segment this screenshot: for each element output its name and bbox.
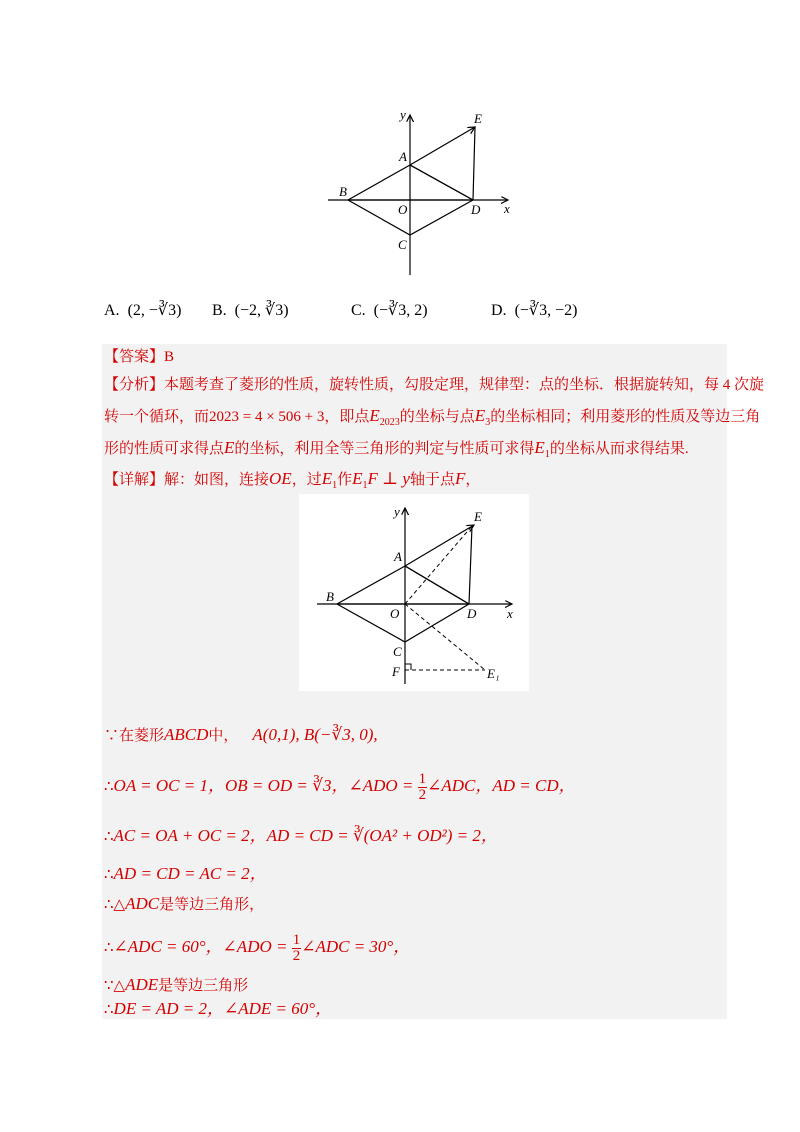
label-a-2: A (394, 549, 402, 564)
label-e-2: E (474, 509, 482, 524)
answer-value: B (164, 349, 175, 365)
analysis-tag: 【分析】 (104, 377, 165, 393)
segment-de (473, 127, 475, 200)
step-1: ∵在菱形ABCD中， A(0,1), B(−∛3, 0), (104, 725, 378, 744)
answer-tag: 【答案】 (104, 349, 165, 365)
detail-line: 【详解】解：如图，连接OE，过$E_1$作$E_1F$ ⊥ y轴于点F， (104, 469, 481, 491)
label-e1: E₁ (487, 666, 500, 681)
label-f: F (392, 664, 400, 679)
choice-c[interactable]: C. (−∛3, 2) (351, 302, 428, 319)
answer-line (104, 347, 174, 367)
analysis-line-1: 【分析】本题考查了菱形的性质，旋转性质，勾股定理，规律型：点的坐标．根据旋转知，每 4 次旋 (104, 377, 765, 393)
step-6: ∴∠ADC = 60°，∠ADO = $\frac{1}{2}$ ∠ADC = 30°， (104, 932, 411, 964)
analysis-line-3: 形的性质可求得点E的坐标，利用全等三角形的判定与性质可求得$E_1$的坐标从而求得结果. (104, 438, 689, 460)
figure-construction (299, 494, 529, 691)
label-d-2: D (467, 606, 477, 621)
step-3: ∴AC = OA + OC = 2，AD = CD = ∛(OA² + OD²) = 2， (104, 826, 498, 845)
label-x: x (504, 201, 510, 216)
label-o: O (398, 202, 408, 217)
label-x-2: x (507, 606, 513, 621)
segment-oe-dashed (405, 526, 472, 604)
segment-ae-2 (405, 525, 474, 566)
analysis-line-2: 转一个循环，而2023 = 4 × 506 + 3，即点$E_{2023}$的坐标与点$E_3$的坐标相同；利用菱形的性质及等边三角 (104, 406, 761, 428)
label-b: B (339, 184, 347, 199)
step-2: ∴OA = OC = 1，OB = OD = ∛3，∠ADO = $\frac{1}{2}$ ∠ADC，AD = CD， (104, 771, 576, 803)
label-b-2: B (326, 589, 334, 604)
step-4: ∴AD = CD = AC = 2， (104, 864, 267, 883)
step-8: ∴DE = AD = 2，∠ADE = 60°， (104, 999, 333, 1018)
label-c: C (398, 237, 407, 252)
segment-ae (410, 127, 475, 165)
right-angle-mark (405, 664, 411, 670)
label-a: A (399, 149, 407, 164)
label-c-2: C (393, 644, 402, 659)
label-o-2: O (390, 606, 400, 621)
choice-d[interactable]: D. (−∛3, −2) (491, 302, 578, 319)
label-y: y (400, 107, 406, 122)
figure-construction-box (299, 494, 529, 691)
segment-de-2 (469, 526, 472, 604)
choice-b[interactable]: B. (−2, ∛3) (212, 302, 289, 319)
fraction-half: $\frac{1}{2}$ (418, 771, 427, 803)
fraction-half-2: $\frac{1}{2}$ (292, 932, 301, 964)
figure-rhombus (320, 105, 520, 280)
segment-ad-2 (405, 566, 469, 604)
detail-tag: 【详解】 (104, 472, 165, 488)
choice-a[interactable]: A. (2, −∛3) (104, 302, 182, 319)
step-5: ∴△ADC是等边三角形， (104, 894, 265, 913)
label-y-2: y (394, 504, 400, 519)
segment-ad (410, 165, 473, 200)
step-7: ∵△ADE是等边三角形 (104, 975, 249, 994)
label-e: E (474, 111, 482, 126)
label-d: D (471, 202, 481, 217)
